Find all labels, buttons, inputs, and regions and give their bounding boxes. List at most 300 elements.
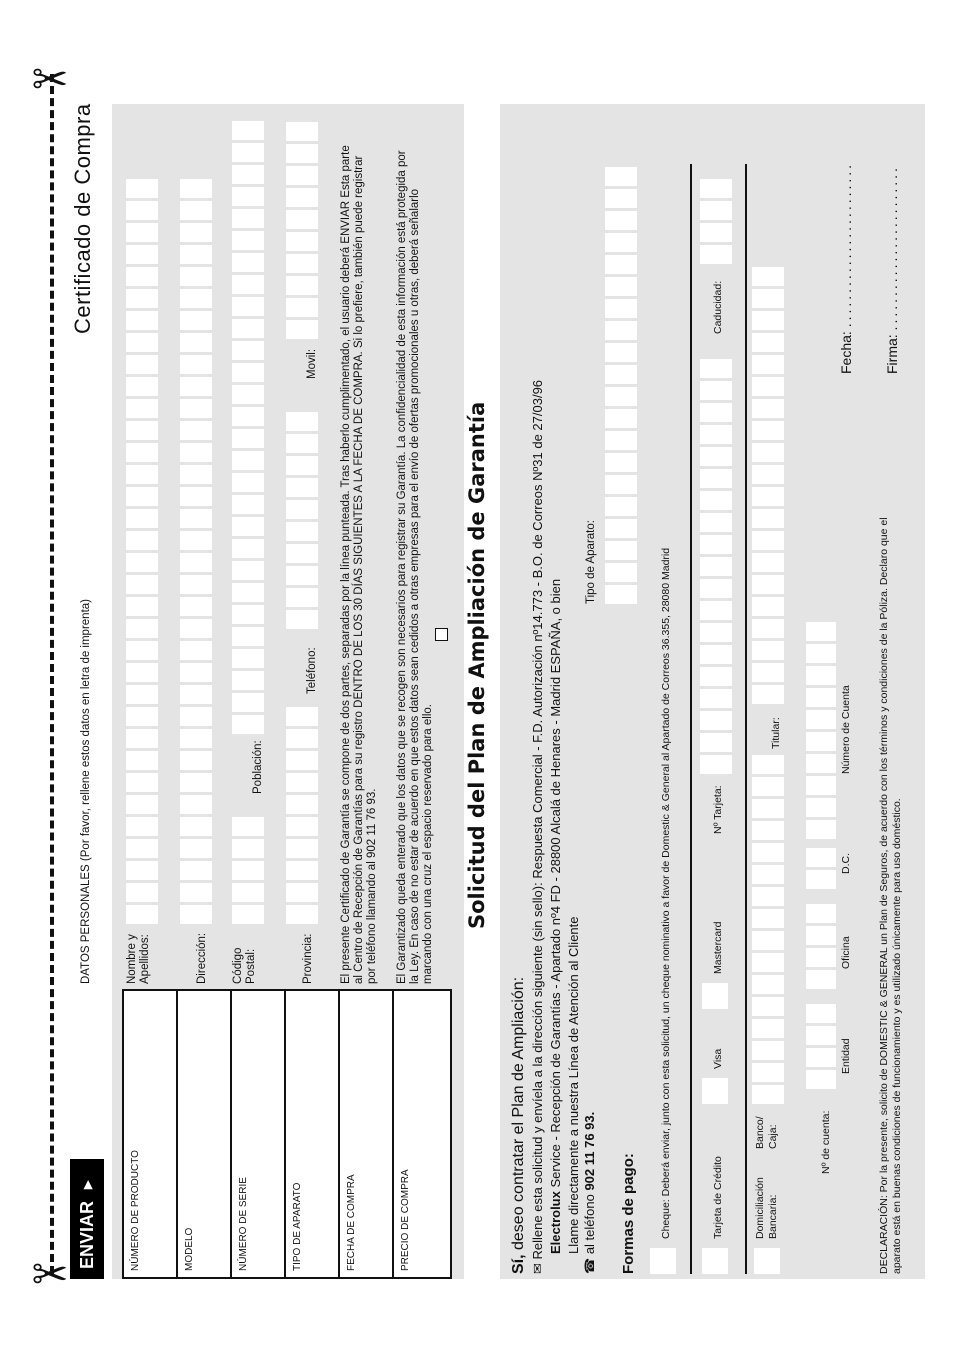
char-box[interactable] [232,495,264,514]
char-box[interactable] [126,707,158,726]
char-box[interactable] [752,575,784,594]
char-box[interactable] [126,355,158,374]
direccion-field[interactable] [180,179,212,924]
char-box[interactable] [806,1026,836,1045]
char-box[interactable] [806,1048,836,1067]
char-box[interactable] [180,883,212,902]
scissors-icon: ✂ [31,1249,69,1301]
char-box[interactable] [126,553,158,572]
cheque-checkbox[interactable] [650,1248,676,1274]
char-box[interactable] [126,487,158,506]
char-box[interactable] [752,509,784,528]
char-box[interactable] [232,817,264,836]
char-box[interactable] [700,733,732,752]
poblacion-field[interactable] [232,121,264,734]
mastercard-label: Mastercard [712,921,724,974]
fecha-field[interactable]: Fecha: ........................ [838,161,854,374]
char-box[interactable] [286,166,318,185]
char-box[interactable] [752,531,784,550]
char-box[interactable] [232,165,264,184]
char-box[interactable] [286,588,318,607]
char-box[interactable] [700,491,732,510]
char-box[interactable] [126,575,158,594]
char-box[interactable] [752,311,784,330]
divider [745,164,747,1274]
char-box[interactable] [605,299,637,318]
char-box[interactable] [126,267,158,286]
char-box[interactable] [700,689,732,708]
char-box[interactable] [180,839,212,858]
char-box[interactable] [180,861,212,880]
char-box[interactable] [286,610,318,629]
char-box[interactable] [232,275,264,294]
char-box[interactable] [180,355,212,374]
char-box[interactable] [605,255,637,274]
char-box[interactable] [605,519,637,538]
char-box[interactable] [126,641,158,660]
char-box[interactable] [126,531,158,550]
char-box[interactable] [752,443,784,462]
oficina-label: Oficina [840,936,852,969]
nombre-label: Nombre y Apellidos: [126,934,151,984]
char-box[interactable] [700,447,732,466]
char-box[interactable] [286,456,318,475]
char-box[interactable] [700,403,732,422]
entidad-label: Entidad [840,1038,852,1074]
char-box[interactable] [126,751,158,770]
dc-field[interactable] [806,848,836,889]
char-box[interactable] [232,649,264,668]
provincia-field[interactable] [286,707,318,924]
page-title: Certificado de Compra [70,103,95,334]
char-box[interactable] [806,688,836,707]
send-header: ENVIAR ▶ [70,1159,104,1279]
char-box[interactable] [700,513,732,532]
char-box[interactable] [126,839,158,858]
char-box[interactable] [286,729,318,748]
char-box[interactable] [180,201,212,220]
char-box[interactable] [700,667,732,686]
char-box[interactable] [180,333,212,352]
char-box[interactable] [605,453,637,472]
char-box[interactable] [232,187,264,206]
char-box[interactable] [180,663,212,682]
char-box[interactable] [180,421,212,440]
solicitud-title: Solicitud del Plan de Ampliación de Garantía [465,401,489,929]
char-box[interactable] [232,319,264,338]
char-box[interactable] [752,421,784,440]
char-box[interactable] [286,883,318,902]
char-box[interactable] [605,233,637,252]
char-box[interactable] [180,905,212,924]
char-box[interactable] [180,399,212,418]
visa-label: Visa [712,1048,724,1069]
char-box[interactable] [126,311,158,330]
char-box[interactable] [232,231,264,250]
char-box[interactable] [752,663,784,682]
domiciliacion-label: Domiciliación Bancaria: [754,1177,779,1239]
char-box[interactable] [126,773,158,792]
char-box[interactable] [180,597,212,616]
char-box[interactable] [286,298,318,317]
char-box[interactable] [806,798,836,817]
char-box[interactable] [180,619,212,638]
char-box[interactable] [232,839,264,858]
char-box[interactable] [286,795,318,814]
char-box[interactable] [232,693,264,712]
caducidad-label: Caducidad: [712,280,724,334]
oficina-field[interactable] [806,904,836,989]
char-box[interactable] [126,399,158,418]
char-box[interactable] [700,201,732,220]
char-box[interactable] [180,289,212,308]
char-box[interactable] [605,497,637,516]
product-table [122,989,452,1279]
char-box[interactable] [752,1063,784,1082]
char-box[interactable] [232,539,264,558]
personal-data-header: DATOS PERSONALES (Por favor, rellene estos datos en letra de imprenta) [80,599,92,984]
numero-cuenta-field[interactable] [806,622,836,839]
char-box[interactable] [126,905,158,924]
char-box[interactable] [752,553,784,572]
char-box[interactable] [286,232,318,251]
char-box[interactable] [232,905,264,924]
caducidad-field[interactable] [700,179,732,264]
char-box[interactable] [752,953,784,972]
char-box[interactable] [232,883,264,902]
char-box[interactable] [605,211,637,230]
address-line: ✉ Rellene esta solicitud y envíela a la dirección siguiente (sin sello): Respuesta Comercial - F.D. Autorización nº14.773 - B.O. de Correos Nº31 de 27/03/96 [530,379,545,1274]
char-box[interactable] [180,707,212,726]
visa-checkbox[interactable] [702,1078,728,1104]
char-box[interactable] [605,365,637,384]
char-box[interactable] [605,387,637,406]
phone-line-2: ☎ al teléfono 902 11 76 93. [582,1111,597,1274]
char-box[interactable] [700,223,732,242]
entidad-field[interactable] [806,1004,836,1089]
char-box[interactable] [806,1004,836,1023]
char-box[interactable] [752,865,784,884]
char-box[interactable] [286,905,318,924]
mastercard-checkbox[interactable] [702,983,728,1009]
char-box[interactable] [605,343,637,362]
char-box[interactable] [752,1041,784,1060]
banco-field[interactable] [752,755,784,1104]
char-box[interactable] [286,254,318,273]
char-box[interactable] [286,478,318,497]
char-box[interactable] [752,619,784,638]
char-box[interactable] [806,622,836,641]
domiciliacion-checkbox[interactable] [754,1248,780,1274]
char-box[interactable] [806,644,836,663]
privacy-paragraph: El Garantizado queda enterado que los datos que se recogen son necesarios para registrar su Garantía. La confidencialidad de esta información está protegida por la Ley. En caso de no estar de acuerdo en que estos datos sean cedidos a otras empresas para el envío de ofertas promocionales u otras, deberá señalarlo marcando con una cruz el espacio reservado para ello. [396,150,434,984]
table-cell: NÚMERO DE SERIE [230,989,286,1279]
char-box[interactable] [180,531,212,550]
char-box[interactable] [605,541,637,560]
char-box[interactable] [752,685,784,704]
char-box[interactable] [700,601,732,620]
char-box[interactable] [232,605,264,624]
char-box[interactable] [806,666,836,685]
char-box[interactable] [180,751,212,770]
char-box[interactable] [232,209,264,228]
char-box[interactable] [232,627,264,646]
char-box[interactable] [126,883,158,902]
char-box[interactable] [286,144,318,163]
char-box[interactable] [752,777,784,796]
char-box[interactable] [180,223,212,242]
char-box[interactable] [180,729,212,748]
char-box[interactable] [752,487,784,506]
char-box[interactable] [180,795,212,814]
char-box[interactable] [806,754,836,773]
n-tarjeta-field[interactable] [700,359,732,774]
char-box[interactable] [180,245,212,264]
char-box[interactable] [752,909,784,928]
char-box[interactable] [752,931,784,950]
char-box[interactable] [700,359,732,378]
char-box[interactable] [752,1019,784,1038]
char-box[interactable] [180,641,212,660]
char-box[interactable] [232,861,264,880]
char-box[interactable] [286,434,318,453]
char-box[interactable] [286,817,318,836]
char-box[interactable] [126,795,158,814]
char-box[interactable] [752,267,784,286]
char-box[interactable] [700,711,732,730]
char-box[interactable] [752,975,784,994]
char-box[interactable] [232,341,264,360]
char-box[interactable] [286,412,318,431]
char-box[interactable] [126,377,158,396]
char-box[interactable] [752,755,784,774]
char-box[interactable] [286,707,318,726]
n-cuenta-label: Nº de cuenta: [820,1110,832,1174]
char-box[interactable] [232,363,264,382]
char-box[interactable] [126,597,158,616]
table-cell: MODELO [176,989,232,1279]
direccion-label: Dirección: [196,932,208,984]
char-box[interactable] [286,522,318,541]
poblacion-label: Población: [252,740,264,794]
char-box[interactable] [806,710,836,729]
char-box[interactable] [286,188,318,207]
dc-label: D.C. [840,853,852,874]
cut-line [50,74,54,1274]
char-box[interactable] [126,421,158,440]
divider [690,164,692,1274]
char-box[interactable] [700,535,732,554]
nombre-field[interactable] [126,179,158,924]
n-tarjeta-label: Nº Tarjeta: [712,785,724,834]
char-box[interactable] [752,997,784,1016]
privacy-checkbox[interactable] [435,628,448,641]
movil-label: Movil: [306,348,318,379]
char-box[interactable] [806,904,836,923]
char-box[interactable] [752,597,784,616]
char-box[interactable] [180,773,212,792]
codigo-postal-label: Código Postal: [232,947,257,984]
envelope-icon: ✉ [530,1263,545,1274]
char-box[interactable] [752,333,784,352]
char-box[interactable] [232,451,264,470]
provincia-label: Provincia: [302,933,314,984]
declaracion-text: DECLARACIÓN: Por la presente, solicito de DOMESTIC & GENERAL un Plan de Seguros, de acuerdo con los términos y condiciones de la Póliza. Declaro que el aparato está en buenas condiciones de funcionamiento y es utilizado únicamente para uso doméstico. [878,517,903,1274]
char-box[interactable] [126,333,158,352]
char-box[interactable] [806,848,836,867]
table-cell: TIPO DE APARATO [284,989,340,1279]
char-box[interactable] [605,431,637,450]
char-box[interactable] [806,820,836,839]
char-box[interactable] [126,861,158,880]
telefono-field[interactable] [286,412,318,629]
char-box[interactable] [752,887,784,906]
numero-cuenta-label: Número de Cuenta [840,685,852,774]
char-box[interactable] [232,143,264,162]
char-box[interactable] [286,751,318,770]
char-box[interactable] [605,167,637,186]
char-box[interactable] [752,641,784,660]
char-box[interactable] [605,189,637,208]
char-box[interactable] [752,289,784,308]
char-box[interactable] [605,321,637,340]
tarjeta-checkbox[interactable] [702,1248,728,1274]
phone-icon: ☎ [582,1257,597,1274]
cheque-text: Cheque: Deberá enviar, junto con esta solicitud, un cheque nominativo a favor de Domestic & General al Apartado de Correos 36.355, 28080 Madrid [660,547,672,1239]
char-box[interactable] [180,377,212,396]
firma-field[interactable]: Firma: ........................ [884,165,900,374]
char-box[interactable] [180,817,212,836]
char-box[interactable] [126,179,158,198]
char-box[interactable] [752,1085,784,1104]
char-box[interactable] [286,276,318,295]
char-box[interactable] [126,619,158,638]
table-cell: NÚMERO DE PRODUCTO [122,989,178,1279]
char-box[interactable] [752,799,784,818]
char-box[interactable] [180,267,212,286]
char-box[interactable] [605,475,637,494]
char-box[interactable] [232,671,264,690]
char-box[interactable] [700,557,732,576]
char-box[interactable] [752,399,784,418]
char-box[interactable] [806,970,836,989]
char-box[interactable] [286,500,318,519]
char-box[interactable] [700,645,732,664]
address-line-2: Electrolux Service - Recepción de Garantías - Apartado nº4 FD - 28800 Alcalá de Henares - Madrid ESPAÑA, o bien [548,578,563,1254]
char-box[interactable] [232,253,264,272]
char-box[interactable] [232,473,264,492]
char-box[interactable] [700,425,732,444]
char-box[interactable] [806,948,836,967]
char-box[interactable] [232,297,264,316]
char-box[interactable] [605,585,637,604]
char-box[interactable] [126,289,158,308]
char-box[interactable] [126,663,158,682]
char-box[interactable] [286,544,318,563]
char-box[interactable] [180,487,212,506]
scissors-icon: ✂ [31,54,69,106]
char-box[interactable] [180,509,212,528]
char-box[interactable] [180,443,212,462]
char-box[interactable] [232,715,264,734]
char-box[interactable] [806,732,836,751]
char-box[interactable] [700,381,732,400]
char-box[interactable] [126,685,158,704]
char-box[interactable] [286,566,318,585]
char-box[interactable] [700,469,732,488]
movil-field[interactable] [286,122,318,339]
char-box[interactable] [232,385,264,404]
info-paragraph: El presente Certificado de Garantía se compone de dos partes, separadas por la línea punteada. Tras haberlo cumplimentado, el usuario deberá ENVIAR Esta parte al Centro de Recepción de Garantías para su registro DENTRO DE LOS 30 DÍAS SIGUIENTES A LA FECHA DE COMPRA. Si lo prefiere, también puede registrar por teléfono llamando al 902 11 76 93. [340,145,378,984]
char-box[interactable] [752,377,784,396]
titular-field[interactable] [752,267,784,704]
titular-label: Titular: [770,717,782,749]
char-box[interactable] [126,465,158,484]
char-box[interactable] [126,729,158,748]
char-box[interactable] [605,563,637,582]
codigo-postal-field[interactable] [232,817,264,924]
char-box[interactable] [232,561,264,580]
char-box[interactable] [126,509,158,528]
char-box[interactable] [286,320,318,339]
char-box[interactable] [232,429,264,448]
char-box[interactable] [700,179,732,198]
char-box[interactable] [232,407,264,426]
char-box[interactable] [180,685,212,704]
char-box[interactable] [605,409,637,428]
char-box[interactable] [700,579,732,598]
char-box[interactable] [232,517,264,536]
char-box[interactable] [806,870,836,889]
char-box[interactable] [286,861,318,880]
char-box[interactable] [180,465,212,484]
char-box[interactable] [700,623,732,642]
char-box[interactable] [700,245,732,264]
char-box[interactable] [180,311,212,330]
table-cell: PRECIO DE COMPRA [392,989,452,1279]
char-box[interactable] [286,773,318,792]
tarjeta-label: Tarjeta de Crédito [712,1156,724,1239]
char-box[interactable] [806,926,836,945]
char-box[interactable] [286,210,318,229]
char-box[interactable] [180,179,212,198]
char-box[interactable] [806,776,836,795]
char-box[interactable] [752,465,784,484]
char-box[interactable] [126,817,158,836]
char-box[interactable] [126,223,158,242]
char-box[interactable] [126,245,158,264]
char-box[interactable] [286,839,318,858]
char-box[interactable] [806,1070,836,1089]
char-box[interactable] [286,122,318,141]
si-line: Sí, deseo contratar el Plan de Ampliación: [510,976,527,1274]
char-box[interactable] [752,821,784,840]
char-box[interactable] [126,201,158,220]
char-box[interactable] [605,277,637,296]
formas-pago-label: Formas de pago: [620,1153,637,1274]
char-box[interactable] [232,121,264,140]
phone-line: Llame directamente a nuestra Línea de Atención al Cliente [566,916,581,1254]
tipo-aparato-field[interactable] [605,167,637,604]
char-box[interactable] [700,755,732,774]
char-box[interactable] [752,843,784,862]
telefono-label: Teléfono: [306,647,318,694]
char-box[interactable] [752,355,784,374]
char-box[interactable] [126,443,158,462]
char-box[interactable] [180,575,212,594]
char-box[interactable] [232,583,264,602]
char-box[interactable] [180,553,212,572]
